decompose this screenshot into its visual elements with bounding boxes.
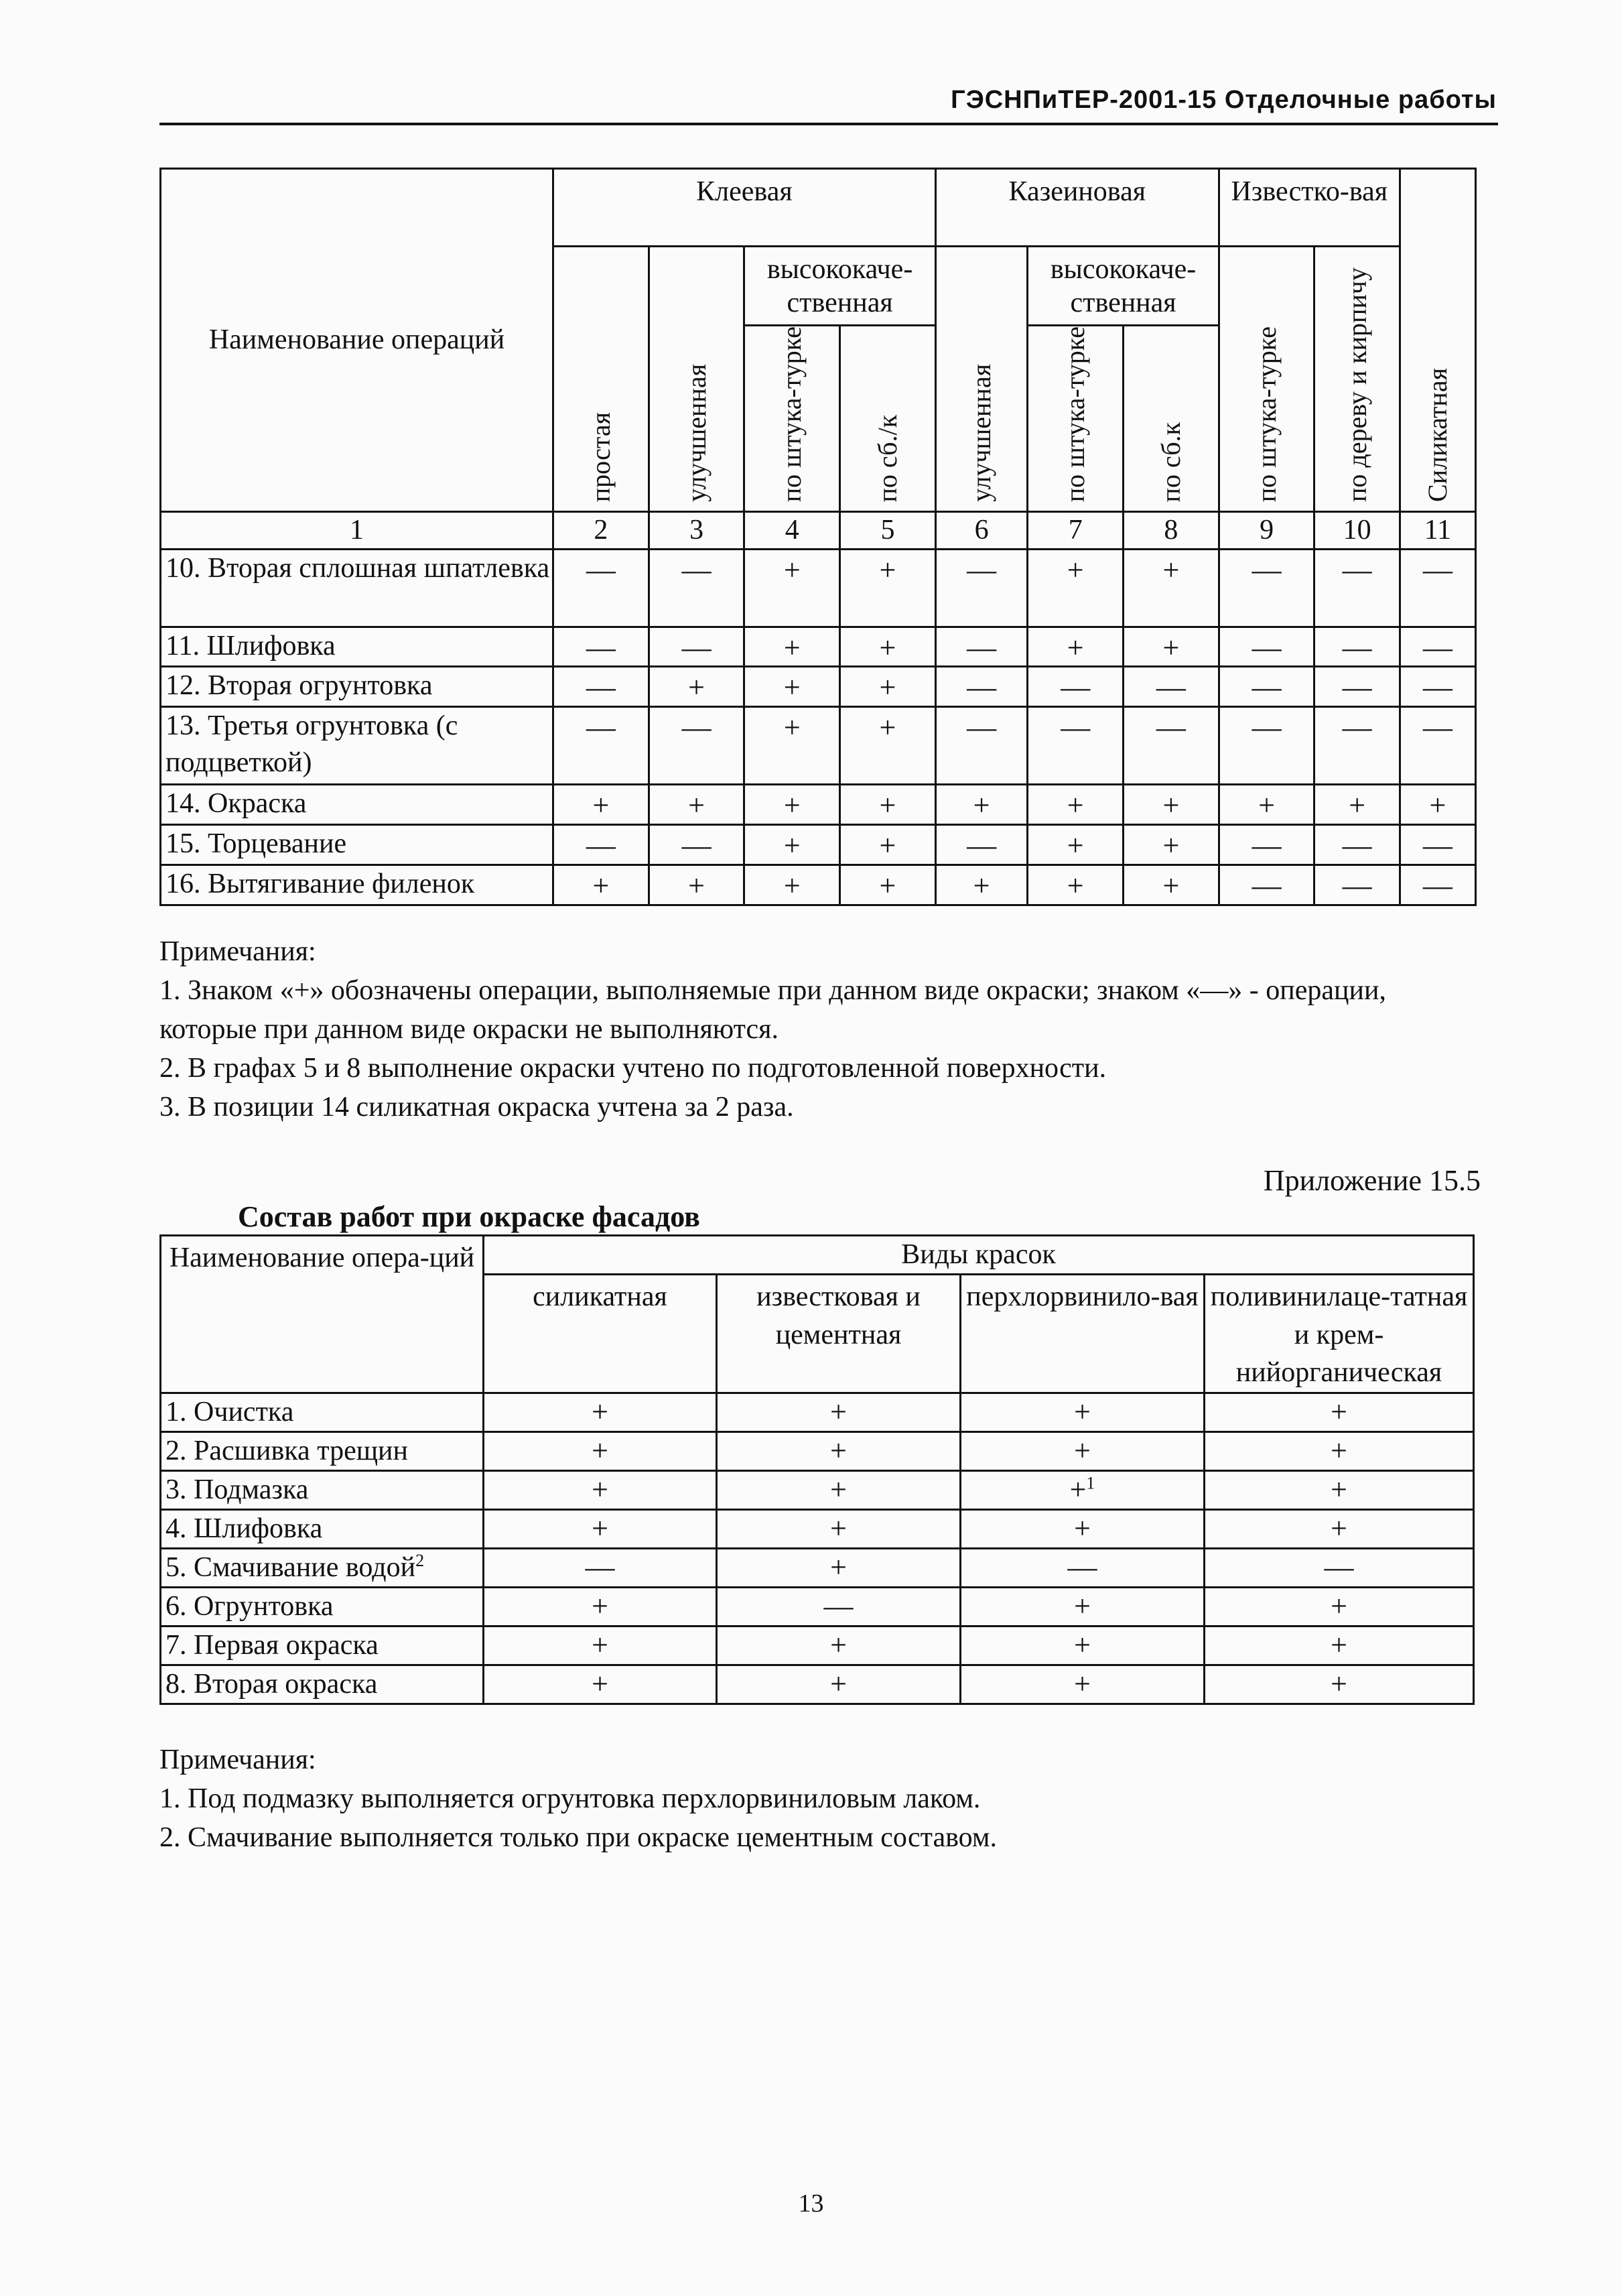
facade-mark [484,1471,717,1510]
facade-mark-value: + [830,1512,847,1545]
facade-mark-value: + [592,1434,608,1468]
col-number: 1 [161,511,553,549]
operation-name: 14. Окраска [161,785,553,825]
facade-operation-name [161,1432,484,1471]
operation-mark: + [1028,627,1124,667]
operation-mark: — [553,549,649,627]
table-row [161,549,1476,627]
operation-mark: + [649,785,744,825]
operation-mark: — [1400,825,1475,865]
facade-mark-value: + [1331,1512,1347,1545]
notes-title: Примечания: [159,1744,316,1775]
facade-mark-value: + [592,1512,608,1545]
operation-mark: + [1124,785,1219,825]
col-number: 7 [1028,511,1124,549]
paint-col-polivinilacetat: поливинилаце-татная и крем-нийорганическая [1205,1275,1474,1393]
facade-operation-label: 4. Шлифовка [165,1513,323,1545]
paint-col-izvestkovaya: известковая и цементная [717,1275,961,1393]
table-row [161,707,1476,785]
operation-mark: — [1400,627,1475,667]
operation-name: 12. Вторая огрунтовка [161,667,553,707]
operation-mark: + [935,785,1028,825]
operation-mark: — [1124,707,1219,785]
facade-mark [717,1665,961,1704]
facade-mark-value: + [1074,1395,1091,1429]
facade-operation-label: 3. Подмазка [165,1474,309,1506]
operation-mark: + [553,785,649,825]
vert-header-po-shtukaturke-izv: по штука-турке [1219,247,1314,512]
operation-mark: + [1219,785,1314,825]
operations-name-header: Наименование операций [161,169,553,512]
operation-mark: + [744,825,840,865]
operation-mark: — [1400,549,1475,627]
group-header-kleevaya: Клеевая [553,169,936,247]
operation-mark: — [1314,865,1400,905]
facade-mark [961,1665,1205,1704]
operation-mark: + [840,785,936,825]
document-header-title: ГЭСНПиТЕР-2001-15 Отделочные работы [951,86,1497,114]
footnote-mark: 1 [1086,1473,1095,1493]
facade-mark [961,1588,1205,1627]
operation-mark: + [840,865,936,905]
facade-operation-name [161,1510,484,1549]
table-row [161,865,1476,905]
subgroup-header-vysokokach-kazeinovaya: высококаче-ственная [1028,247,1219,326]
facade-operation-name [161,1627,484,1665]
table-row [161,1549,1474,1588]
facade-operation-name [161,1588,484,1627]
facade-mark-value: + [830,1629,847,1662]
col-number: 5 [840,511,936,549]
operation-mark: + [744,627,840,667]
operation-mark: + [649,667,744,707]
table-row [161,785,1476,825]
operation-mark: + [1124,549,1219,627]
col-number: 9 [1219,511,1314,549]
operation-mark: + [1028,825,1124,865]
operation-mark: — [935,707,1028,785]
col-number: 6 [935,511,1028,549]
facade-mark [1205,1588,1474,1627]
facade-mark-value: + [592,1667,608,1701]
facade-mark [717,1627,961,1665]
operation-mark: + [744,667,840,707]
facade-mark [717,1549,961,1588]
facade-mark [1205,1393,1474,1432]
operation-mark: — [1028,667,1124,707]
facade-mark-value: + [1069,1473,1087,1507]
facade-mark-value: + [592,1395,608,1429]
facade-mark-value: + [592,1590,608,1623]
facade-operation-name [161,1393,484,1432]
facade-operation-name [161,1665,484,1704]
note-item: 2. В графах 5 и 8 выполнение окраски учтено по подготовленной поверхности. [159,1052,1107,1084]
table-row [161,1627,1474,1665]
facade-mark [484,1665,717,1704]
vert-header-po-shtukaturke-kaz: по штука-турке [1028,326,1124,512]
facade-operation-label: 5. Смачивание водой [165,1552,416,1584]
facade-mark [961,1393,1205,1432]
facade-mark-value: + [1074,1590,1091,1623]
vert-header-po-sbk-kl: по сб./к [840,326,936,512]
page-number: 13 [798,2189,824,2218]
operation-mark: — [1314,627,1400,667]
facade-mark [484,1549,717,1588]
facade-mark [961,1432,1205,1471]
paint-col-silikatnaya: силикатная [484,1275,717,1393]
facade-mark [961,1510,1205,1549]
subgroup-header-vysokokach-kleevaya: высококаче-ственная [744,247,935,326]
table-row [161,667,1476,707]
facade-mark-value: — [1067,1551,1097,1584]
facade-mark [717,1393,961,1432]
operation-mark: + [1400,785,1475,825]
note-item: 1. Под подмазку выполняется огрунтовка перхлорвиниловым лаком. [159,1783,981,1814]
vert-header-po-derevu: по дереву и кирпичу [1314,247,1400,512]
notes-title: Примечания: [159,936,316,967]
operation-mark: — [1219,667,1314,707]
operation-mark: + [935,865,1028,905]
operation-name: 10. Вторая сплошная шпатлевка [161,549,553,627]
operation-mark: — [1314,667,1400,707]
facade-operation-label: 1. Очистка [165,1397,294,1428]
operation-mark: — [1219,549,1314,627]
facade-mark-value: + [1074,1512,1091,1545]
facade-mark [1205,1471,1474,1510]
facade-mark-value: — [585,1551,615,1584]
operation-mark: + [840,667,936,707]
vert-header-silikatnaya: Силикатная [1400,169,1475,512]
facade-mark-value: + [1331,1395,1347,1429]
facade-mark-value: + [592,1629,608,1662]
table2-title: Состав работ при окраске фасадов [238,1200,700,1233]
table-row [161,627,1476,667]
facade-mark-value: + [1331,1590,1347,1623]
notes-table2 [159,1741,1479,1858]
operation-name: 13. Третья огрунтовка (с подцветкой) [161,707,553,785]
table-row [161,1510,1474,1549]
operation-mark: + [840,825,936,865]
operation-mark: + [840,627,936,667]
operation-mark: — [935,549,1028,627]
operation-mark: — [553,707,649,785]
facade-mark-value: + [1331,1434,1347,1468]
operations-table [159,168,1477,906]
operation-mark: + [1124,825,1219,865]
facade-mark [1205,1665,1474,1704]
facade-mark [1205,1432,1474,1471]
facade-mark [717,1432,961,1471]
col-number: 11 [1400,511,1475,549]
facade-operation-label: 6. Огрунтовка [165,1591,334,1622]
col-number: 8 [1124,511,1219,549]
notes-table1 [159,933,1479,1127]
facade-mark [717,1588,961,1627]
note-item: 3. В позиции 14 силикатная окраска учтена за 2 раза. [159,1091,794,1123]
facade-mark-value: + [830,1434,847,1468]
facade-painting-table [159,1234,1475,1705]
vert-header-uluchshennaya-kazeinovaya: улучшенная [935,247,1028,512]
operation-mark: — [935,627,1028,667]
facade-mark-value: — [1324,1551,1354,1584]
appendix-label: Приложение 15.5 [1263,1164,1481,1197]
note-item: 2. Смачивание выполняется только при окраске цементным составом. [159,1822,997,1853]
table-row [161,1588,1474,1627]
vert-header-prostaya: простая [553,247,649,512]
operation-mark: + [1124,865,1219,905]
operation-mark: — [1219,825,1314,865]
vert-header-po-sbk-kaz: по сб.к [1124,326,1219,512]
column-numbers-row [161,511,1476,549]
facade-mark [1205,1510,1474,1549]
operation-mark: — [1219,865,1314,905]
group-header-kazeinovaya: Казеиновая [935,169,1219,247]
paint-col-perhlorvinil: перхлорвинило-вая [961,1275,1205,1393]
operation-mark: + [1028,865,1124,905]
facade-mark [961,1471,1205,1510]
operation-mark: — [1219,627,1314,667]
operation-mark: — [1400,865,1475,905]
group-header-izvestkovaya: Известко-вая [1219,169,1400,247]
facade-mark-value: + [830,1667,847,1701]
operation-mark: + [1314,785,1400,825]
operation-mark: — [553,825,649,865]
paint-types-header: Виды красок [484,1236,1474,1275]
facade-mark-value: + [592,1473,608,1507]
table-row [161,1393,1474,1432]
footnote-mark: 2 [415,1551,425,1571]
operation-name: 16. Вытягивание филенок [161,865,553,905]
operation-mark: + [744,707,840,785]
facade-operation-name [161,1471,484,1510]
table-row [161,1432,1474,1471]
note-item: 1. Знаком «+» обозначены операции, выполняемые при данном виде окраски; знаком «—» - операции, которые при данном виде окраски не выполняются. [159,974,1386,1045]
operation-mark: + [1124,627,1219,667]
operation-mark: — [649,825,744,865]
operation-mark: — [649,549,744,627]
facade-mark [484,1432,717,1471]
operation-mark: + [744,865,840,905]
facade-mark-value: — [823,1590,854,1623]
facade-mark-value: + [830,1551,847,1584]
col-number: 3 [649,511,744,549]
vert-header-uluchshennaya-kleevaya: улучшенная [649,247,744,512]
facade-mark [484,1510,717,1549]
operation-mark: — [935,667,1028,707]
facade-mark-value: + [1074,1434,1091,1468]
operation-mark: — [553,667,649,707]
operation-name: 15. Торцевание [161,825,553,865]
operation-mark: + [553,865,649,905]
table-row [161,1665,1474,1704]
facade-mark [1205,1627,1474,1665]
operation-mark: — [553,627,649,667]
facade-mark-value: + [1331,1473,1347,1507]
vert-header-po-shtukaturke-kl: по штука-турке [744,326,840,512]
col-number: 2 [553,511,649,549]
facade-mark [717,1510,961,1549]
operation-mark: — [1314,825,1400,865]
facade-name-header: Наименование опера-ций [161,1236,484,1393]
operation-mark: — [1124,667,1219,707]
facade-mark [961,1549,1205,1588]
header-rule [159,123,1498,125]
operation-mark: — [1028,707,1124,785]
operation-mark: — [1219,707,1314,785]
facade-operation-label: 8. Вторая окраска [165,1669,378,1700]
operation-mark: + [840,549,936,627]
table-row [161,825,1476,865]
facade-mark [484,1588,717,1627]
operation-mark: — [649,627,744,667]
facade-mark [961,1627,1205,1665]
facade-mark-value: + [1331,1629,1347,1662]
facade-operation-label: 2. Расшивка трещин [165,1436,409,1467]
operation-name: 11. Шлифовка [161,627,553,667]
facade-mark-value: + [830,1473,847,1507]
col-number: 4 [744,511,840,549]
facade-mark [484,1393,717,1432]
operation-mark: + [744,785,840,825]
facade-mark [717,1471,961,1510]
table-row [161,1471,1474,1510]
operation-mark: — [1314,549,1400,627]
facade-mark [1205,1549,1474,1588]
facade-mark-value: + [1074,1629,1091,1662]
facade-mark-value: + [1074,1667,1091,1701]
facade-mark-value: + [1331,1667,1347,1701]
facade-mark [484,1627,717,1665]
operation-mark: + [1028,785,1124,825]
operation-mark: — [935,825,1028,865]
operation-mark: + [1028,549,1124,627]
operation-mark: + [840,707,936,785]
operation-mark: + [744,549,840,627]
facade-operation-name [161,1549,484,1588]
col-number: 10 [1314,511,1400,549]
facade-mark-value: + [830,1395,847,1429]
operation-mark: — [649,707,744,785]
operation-mark: + [649,865,744,905]
operation-mark: — [1314,707,1400,785]
operation-mark: — [1400,707,1475,785]
operation-mark: — [1400,667,1475,707]
facade-operation-label: 7. Первая окраска [165,1630,379,1661]
